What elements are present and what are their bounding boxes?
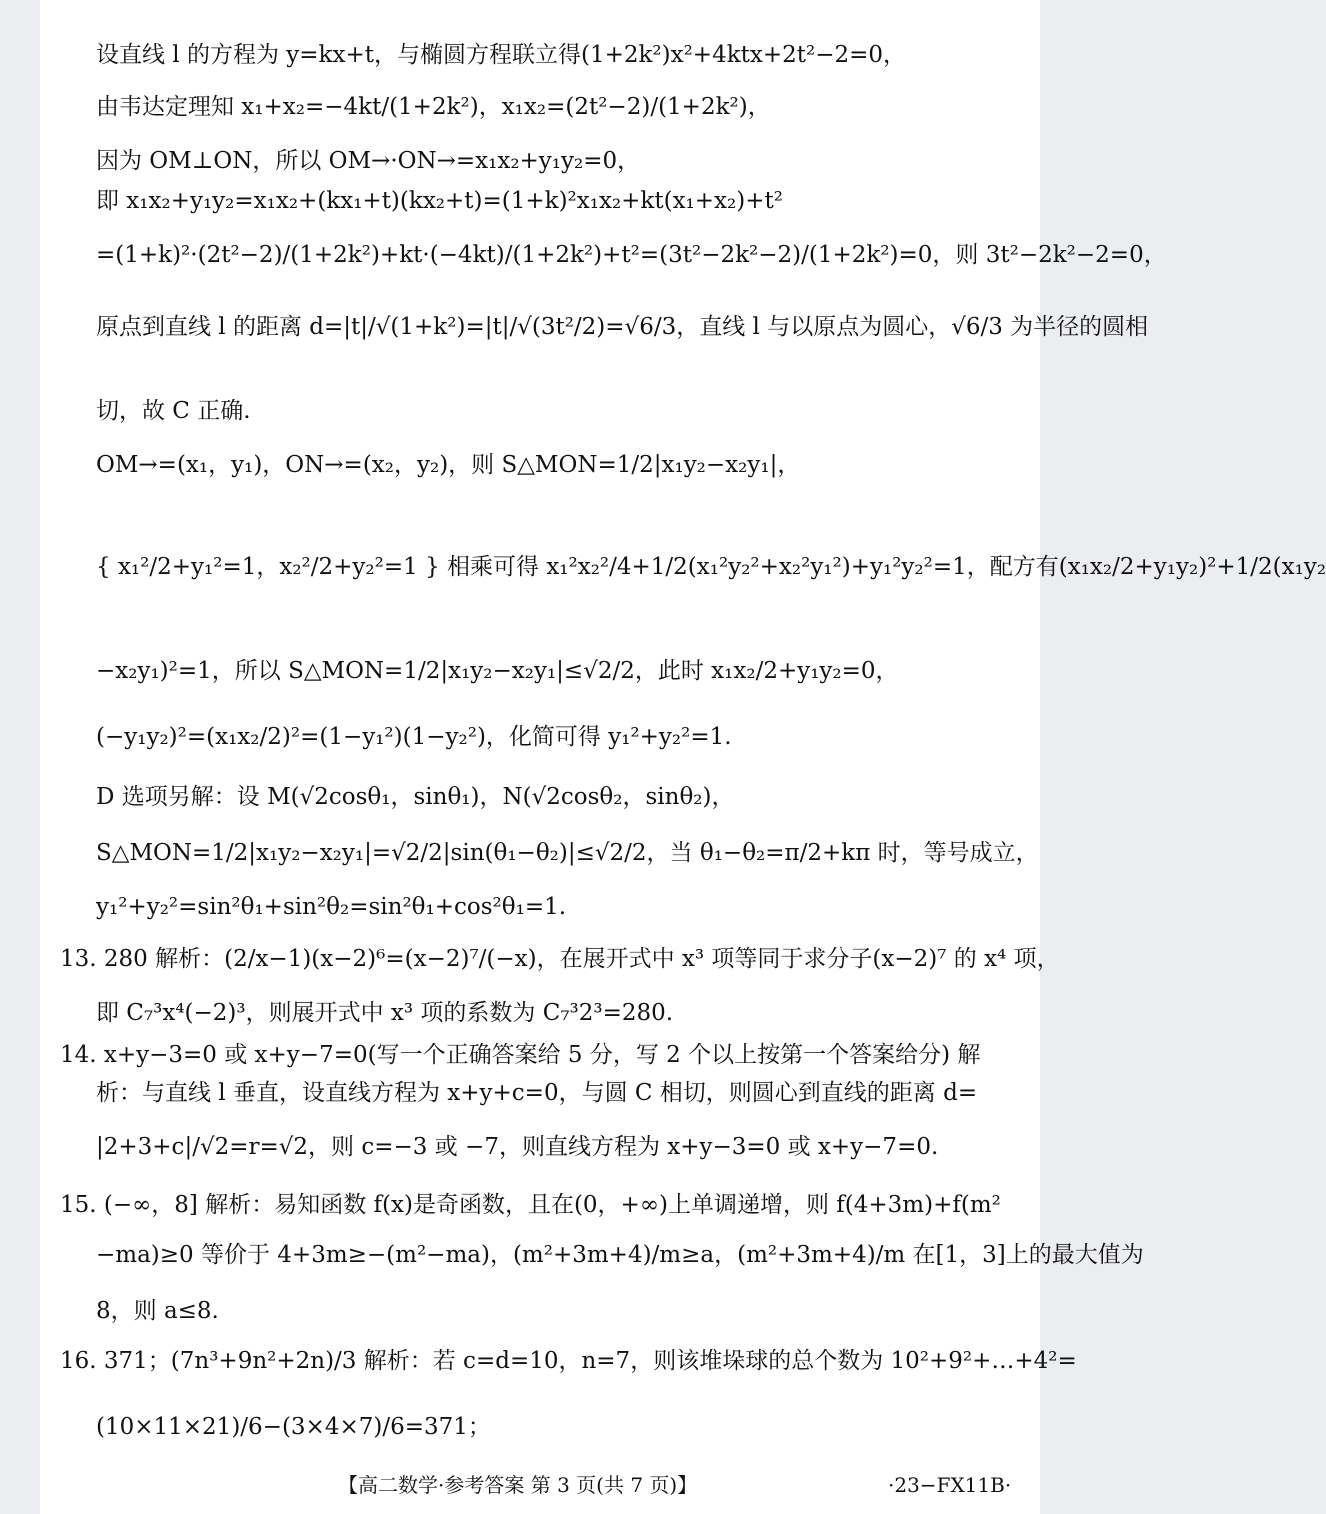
solution-line: −x₂y₁)²=1，所以 S△MON=1/2|x₁y₂−x₂y₁|≤√2/2，此时 x₁x₂/2+y₁y₂=0， bbox=[96, 658, 899, 684]
answer-16: 16. 371；(7n³+9n²+2n)/3 解析：若 c=d=10，n=7，则该堆垛球的总个数为 10²+9²+…+4²= bbox=[60, 1348, 1077, 1374]
solution-line: 原点到直线 l 的距离 d=|t|/√(1+k²)=|t|/√(3t²/2)=√6/3，直线 l 与以原点为圆心，√6/3 为半径的圆相 bbox=[96, 314, 1149, 340]
solution-line: 设直线 l 的方程为 y=kx+t，与椭圆方程联立得(1+2k²)x²+4ktx+2t²−2=0， bbox=[96, 42, 907, 68]
solution-line: (10×11×21)/6−(3×4×7)/6=371； bbox=[96, 1414, 491, 1440]
answer-15: 15. (−∞，8] 解析：易知函数 f(x)是奇函数，且在(0，+∞)上单调递增，则 f(4+3m)+f(m² bbox=[60, 1192, 1001, 1218]
solution-line: =(1+k)²·(2t²−2)/(1+2k²)+kt·(−4kt)/(1+2k²)+t²=(3t²−2k²−2)/(1+2k²)=0，则 3t²−2k²−2=0， bbox=[96, 242, 1167, 268]
solution-line: 即 x₁x₂+y₁y₂=x₁x₂+(kx₁+t)(kx₂+t)=(1+k)²x₁x₂+kt(x₁+x₂)+t² bbox=[96, 188, 783, 214]
solution-line: D 选项另解：设 M(√2cosθ₁，sinθ₁)，N(√2cosθ₂，sinθ₂)， bbox=[96, 784, 735, 810]
solution-line: 因为 OM⊥ON，所以 OM→·ON→=x₁x₂+y₁y₂=0， bbox=[96, 148, 641, 174]
answer-14: 14. x+y−3=0 或 x+y−7=0(写一个正确答案给 5 分，写 2 个以上按第一个答案给分) 解 bbox=[60, 1042, 981, 1068]
page-footer: 【高二数学·参考答案 第 3 页(共 7 页)】 bbox=[338, 1473, 698, 1497]
solution-line: OM→=(x₁，y₁)，ON→=(x₂，y₂)，则 S△MON=1/2|x₁y₂−x₂y₁|， bbox=[96, 452, 801, 478]
solution-line: 析：与直线 l 垂直，设直线方程为 x+y+c=0，与圆 C 相切，则圆心到直线的距离 d= bbox=[96, 1080, 978, 1106]
document-page bbox=[40, 0, 1326, 1514]
solution-line: 8，则 a≤8. bbox=[96, 1298, 219, 1324]
solution-line: 即 C₇³x⁴(−2)³，则展开式中 x³ 项的系数为 C₇³2³=280. bbox=[96, 1000, 674, 1026]
solution-line: −ma)≥0 等价于 4+3m≥−(m²−ma)，(m²+3m+4)/m≥a，(m²+3m+4)/m 在[1，3]上的最大值为 bbox=[96, 1242, 1144, 1268]
answer-13: 13. 280 解析：(2/x−1)(x−2)⁶=(x−2)⁷/(−x)，在展开式中 x³ 项等同于求分子(x−2)⁷ 的 x⁴ 项， bbox=[60, 946, 1060, 972]
solution-line: S△MON=1/2|x₁y₂−x₂y₁|=√2/2|sin(θ₁−θ₂)|≤√2/2，当 θ₁−θ₂=π/2+kπ 时，等号成立， bbox=[96, 840, 1039, 866]
document-code: ·23−FX11B· bbox=[888, 1473, 1012, 1497]
solution-line: 由韦达定理知 x₁+x₂=−4kt/(1+2k²)，x₁x₂=(2t²−2)/(1+2k²)， bbox=[96, 94, 771, 120]
solution-line: (−y₁y₂)²=(x₁x₂/2)²=(1−y₁²)(1−y₂²)，化简可得 y₁²+y₂²=1. bbox=[96, 724, 732, 750]
solution-line: y₁²+y₂²=sin²θ₁+sin²θ₂=sin²θ₁+cos²θ₁=1. bbox=[96, 894, 567, 920]
solution-line: { x₁²/2+y₁²=1，x₂²/2+y₂²=1 } 相乘可得 x₁²x₂²/4+1/2(x₁²y₂²+x₂²y₁²)+y₁²y₂²=1，配方有(x₁x₂/2+y₁y₂)²+1/2(x₁y₂ bbox=[96, 554, 1326, 580]
solution-line: |2+3+c|/√2=r=√2，则 c=−3 或 −7，则直线方程为 x+y−3=0 或 x+y−7=0. bbox=[96, 1134, 939, 1160]
solution-line: 切，故 C 正确. bbox=[96, 398, 251, 424]
